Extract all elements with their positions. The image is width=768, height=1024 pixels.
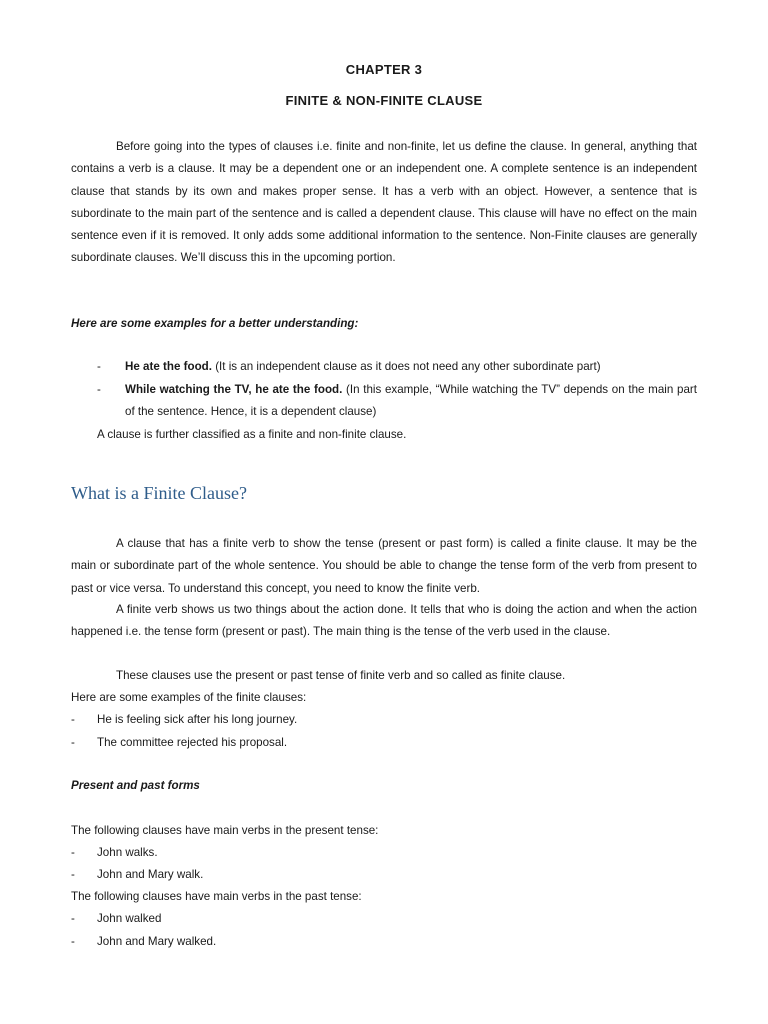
finite-paragraph-3: These clauses use the present or past tense of finite verb and so called as finite clause. bbox=[116, 669, 566, 682]
classification-text: A clause is further classified as a finite and non-finite clause. bbox=[97, 428, 407, 441]
examples-heading: Here are some examples for a better understanding: bbox=[71, 317, 359, 330]
finite-example: The committee rejected his proposal. bbox=[97, 736, 288, 749]
finite-example: He is feeling sick after his long journey. bbox=[97, 713, 298, 726]
section-heading: What is a Finite Clause? bbox=[71, 483, 247, 503]
finite-paragraph-1: A clause that has a finite verb to show the tense (present or past form) is called a finite clause. It may be the main or subordinate part of the whole sentence. You should be able to change the tense form of the verb from present to past or vice versa. To understand this concept, you need to know the finite verb. bbox=[71, 537, 697, 595]
finite-examples-intro: Here are some examples of the finite clauses: bbox=[71, 691, 307, 704]
example-dash: - bbox=[71, 846, 75, 859]
example-dash: - bbox=[71, 912, 75, 925]
example-bold: he ate the food. bbox=[255, 383, 343, 396]
example-item bbox=[125, 379, 697, 424]
example-bold: He ate the food. bbox=[125, 360, 212, 373]
example-dash: - bbox=[71, 736, 75, 749]
chapter-title: FINITE & NON-FINITE CLAUSE bbox=[285, 93, 483, 108]
example-dash: - bbox=[71, 868, 75, 881]
present-intro: The following clauses have main verbs in the present tense: bbox=[71, 824, 379, 837]
example-rest: (It is an independent clause as it does not need any other subordinate part) bbox=[211, 360, 601, 373]
example-item bbox=[125, 356, 697, 378]
example-dash: - bbox=[71, 713, 75, 726]
example-dash: - bbox=[97, 360, 101, 373]
example-dash: - bbox=[71, 935, 75, 948]
example-dash: - bbox=[97, 383, 101, 396]
past-example: John and Mary walked. bbox=[97, 935, 217, 948]
intro-paragraph: Before going into the types of clauses i.e. finite and non-finite, let us define the clause. In general, anything that contains a verb is a clause. It may be a dependent one or an independent one. A complete sentence is an independent clause that stands by its own and makes proper sense. It has a verb with an object. However, a sentence that is subordinate to the main part of the sentence and is called a dependent clause. This clause will have no effect on the main sentence even if it is removed. It only adds some additional information to the sentence. Non-Finite clauses are generally subordinate clauses. We’ll discuss this in the upcoming portion. bbox=[71, 140, 697, 265]
present-example: John and Mary walk. bbox=[97, 868, 204, 881]
finite-paragraph-2: A finite verb shows us two things about the action done. It tells that who is doing the action and when the action happened i.e. the tense form (present or past). The main thing is the tense of the verb used in the clause. bbox=[71, 603, 697, 639]
example-rest: (In this example, “While watching the TV” depends on the main part of the sentence. Hence, it is a dependent clause) bbox=[125, 383, 697, 419]
present-example: John walks. bbox=[97, 846, 158, 859]
example-bold: While watching the TV, bbox=[125, 383, 252, 396]
forms-heading: Present and past forms bbox=[71, 779, 200, 792]
past-intro: The following clauses have main verbs in the past tense: bbox=[71, 890, 362, 903]
past-example: John walked bbox=[97, 912, 162, 925]
chapter-label: CHAPTER 3 bbox=[345, 62, 423, 77]
